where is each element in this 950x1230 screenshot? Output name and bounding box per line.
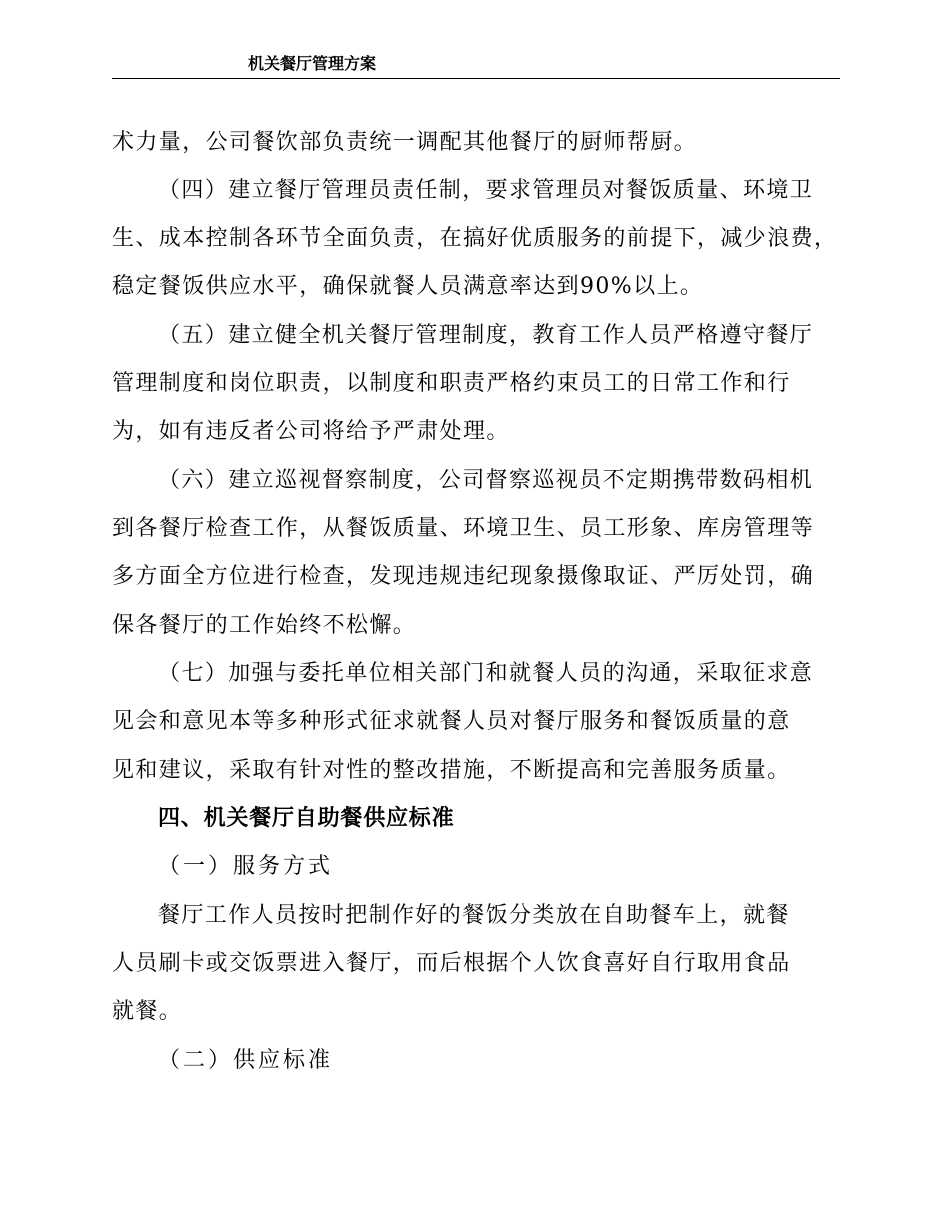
paragraph-line: 见会和意见本等多种形式征求就餐人员对餐厅服务和餐饭质量的意 [112,709,791,734]
paragraph-line: 多方面全方位进行检查，发现违规违纪现象摄像取证、严厉处罚，确 [112,564,815,589]
paragraph-line: 保各餐厅的工作始终不松懈。 [112,613,417,638]
paragraph-line: （五）建立健全机关餐厅管理制度，教育工作人员严格遵守餐厅 [158,323,814,348]
paragraph-line: 术力量，公司餐饮部负责统一调配其他餐厅的厨师帮厨。 [112,130,698,155]
paragraph-line: 就餐。 [112,999,183,1024]
paragraph-line: 到各餐厅检查工作，从餐饭质量、环境卫生、员工形象、库房管理等 [112,516,815,541]
page-header [112,52,840,79]
header-title: 机关餐厅管理方案 [248,54,377,73]
paragraph-line: （四）建立餐厅管理员责任制，要求管理员对餐饭质量、环境卫 [158,178,814,203]
paragraph-line: 管理制度和岗位职责，以制度和职责严格约束员工的日常工作和行 [112,371,791,396]
paragraph-line: 餐厅工作人员按时把制作好的餐饭分类放在自助餐车上，就餐 [158,903,790,928]
paragraph-line: （七）加强与委托单位相关部门和就餐人员的沟通，采取征求意 [158,661,814,686]
section-heading: 四、机关餐厅自助餐供应标准 [158,806,455,831]
paragraph-line: 人员刷卡或交饭票进入餐厅，而后根据个人饮食喜好自行取用食品 [112,951,791,976]
paragraph-line: 生、成本控制各环节全面负责，在搞好优质服务的前提下，减少浪费， [112,226,838,251]
subsection-heading: （二）供应标准 [158,1048,334,1073]
paragraph-line: （六）建立巡视督察制度，公司督察巡视员不定期携带数码相机 [158,468,814,493]
paragraph-line: 见和建议，采取有针对性的整改措施，不断提高和完善服务质量。 [112,758,791,783]
paragraph-line: 稳定餐饭供应水平，确保就餐人员满意率达到90%以上。 [112,274,704,299]
paragraph-line: 为，如有违反者公司将给予严肃处理。 [112,419,510,444]
subsection-heading: （一）服务方式 [158,854,334,879]
